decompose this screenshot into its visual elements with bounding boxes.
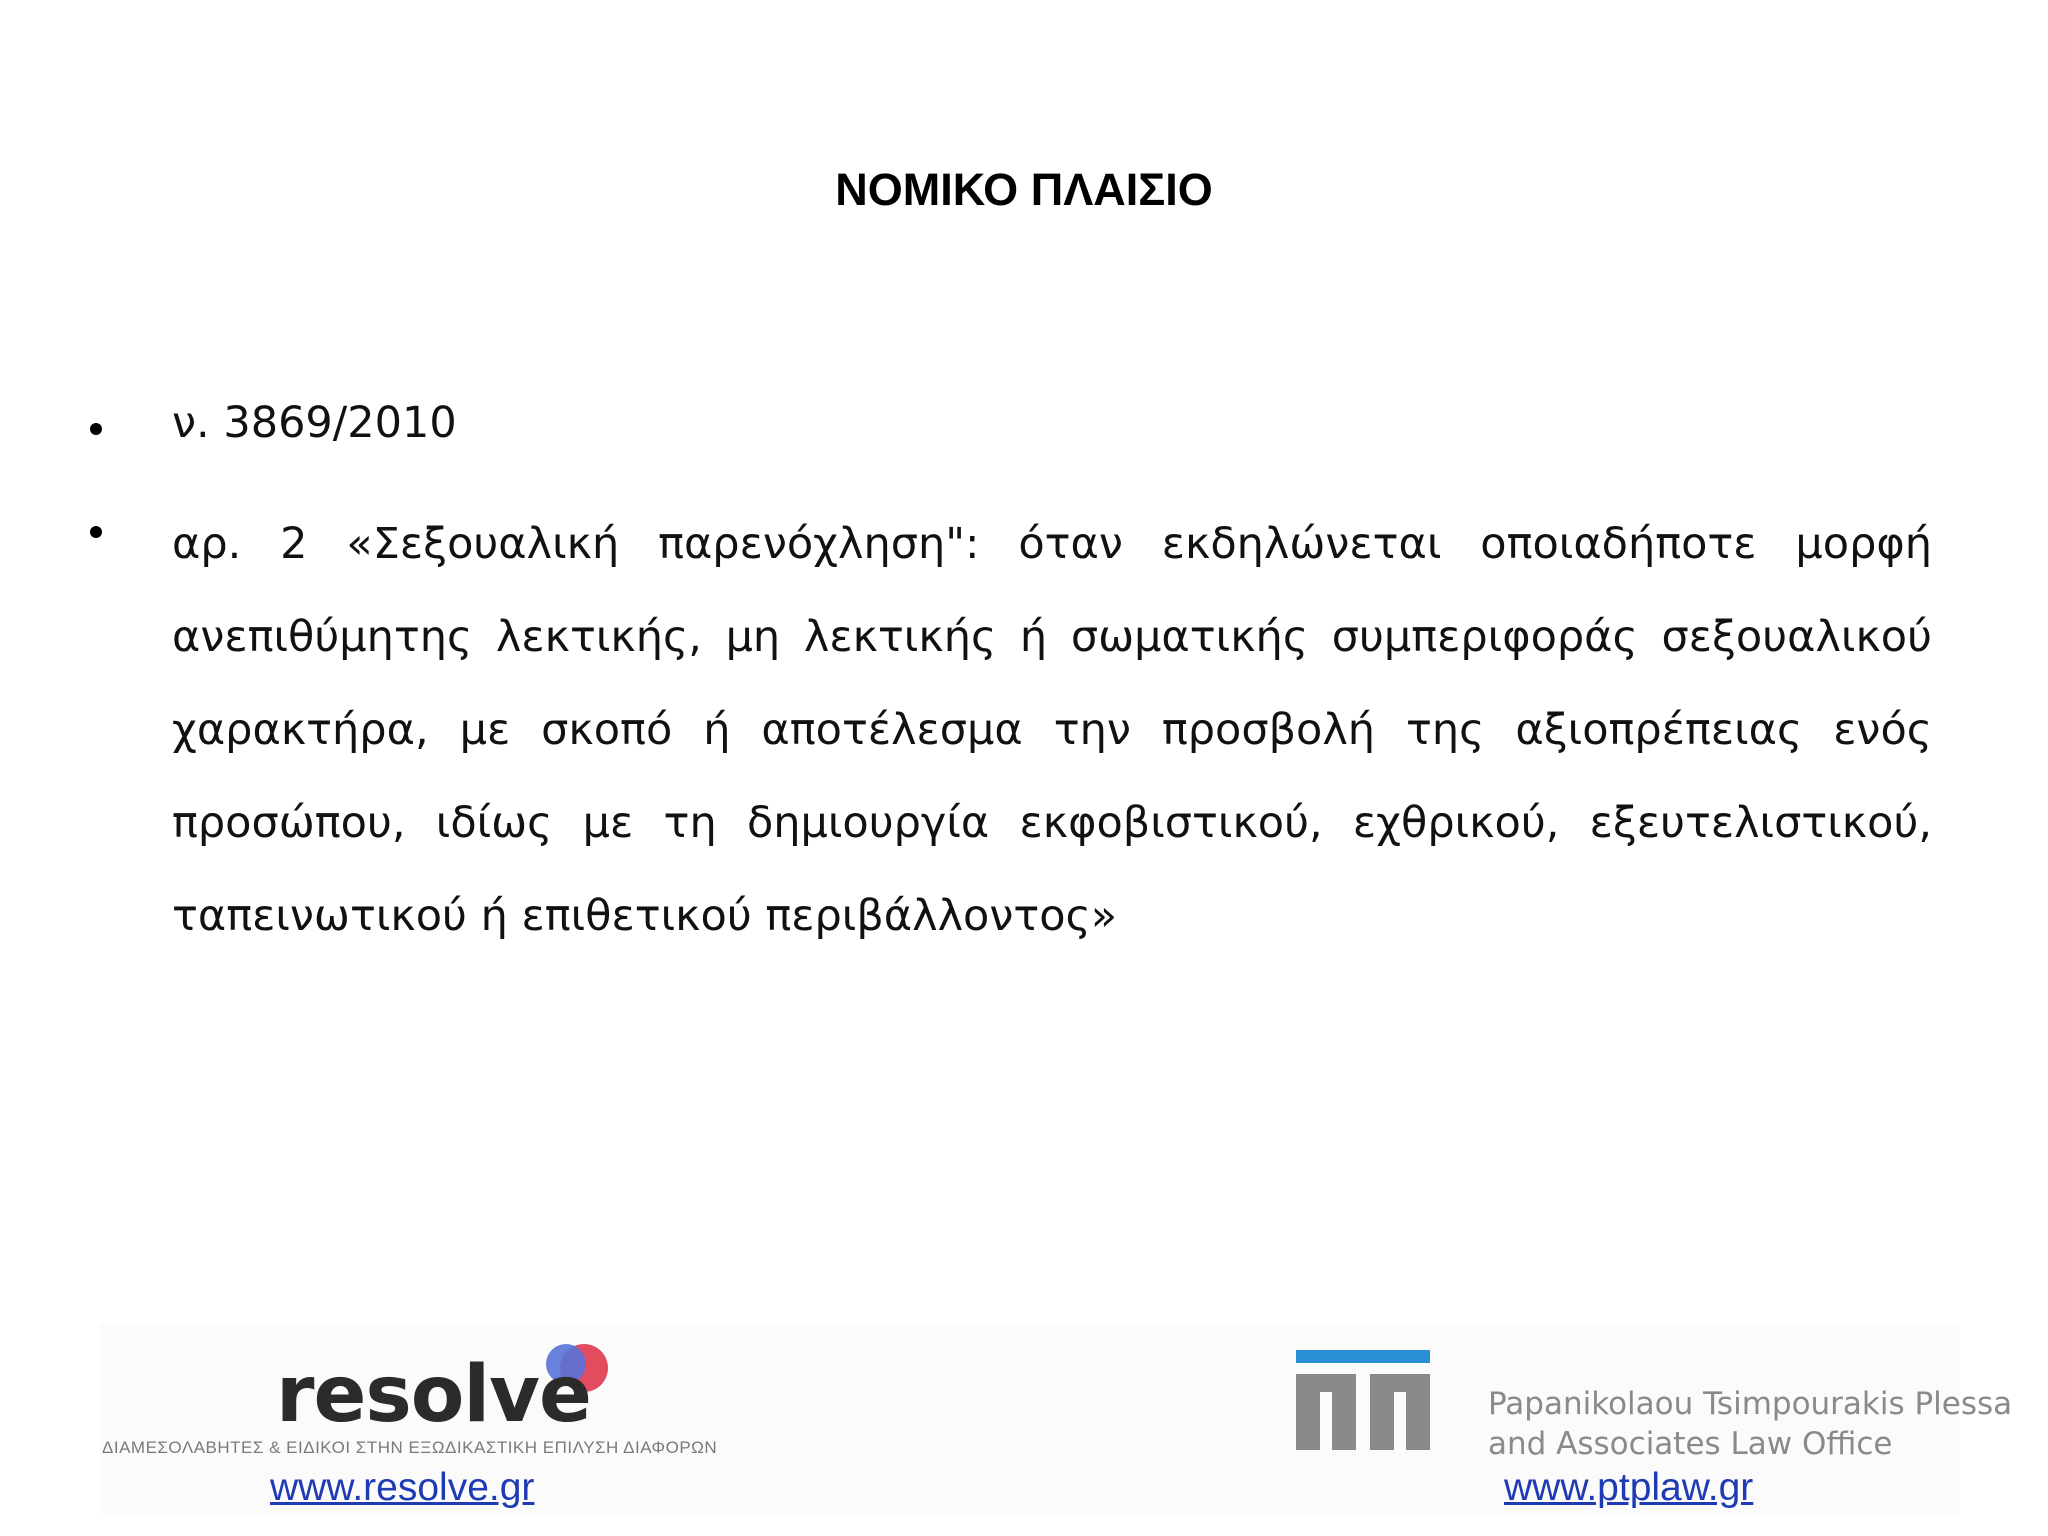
slide-title: ΝΟΜΙΚΟ ΠΛΑΙΣΙΟ — [835, 164, 1213, 215]
ptp-link[interactable]: www.ptplaw.gr — [1504, 1466, 1754, 1509]
bullet-marker — [90, 423, 102, 435]
bullet-law-reference: ν. 3869/2010 — [172, 398, 457, 448]
ptp-logo-p1-left — [1296, 1374, 1320, 1450]
resolve-link[interactable]: www.resolve.gr — [270, 1466, 535, 1509]
ptp-firm-name-line2: and Associates Law Office — [1488, 1426, 1893, 1462]
bullet-marker — [90, 526, 102, 538]
resolve-tagline: ΔΙΑΜΕΣΟΛΑΒΗΤΕΣ & ΕΙΔΙΚΟΙ ΣΤΗΝ ΕΞΩΔΙΚΑΣΤΙΚΗ ΕΠΙΛΥΣΗ ΔΙΑΦΟΡΩΝ — [102, 1438, 718, 1457]
ptp-logo-bar — [1296, 1350, 1430, 1363]
ptp-firm-name-line1: Papanikolaou Tsimpourakis Plessa — [1488, 1386, 2013, 1422]
ptp-logo-p2-left — [1370, 1374, 1394, 1450]
ptp-logo-p1-right — [1332, 1374, 1356, 1450]
bullet-article-definition: αρ. 2 «Σεξουαλική παρενόχληση": όταν εκδηλώνεται οποιαδήποτε μορφή ανεπιθύμητης λεκτικής, μη λεκτικής ή σωματικής συμπεριφοράς σεξουαλικού χαρακτήρα, με σκοπό ή αποτέλεσμα την προσβολή της αξιοπρέπειας ενός προσώπου, ιδίως με τη δημιουργία εκφοβιστικού, εχθρικού, εξευτελιστικού, ταπεινωτικού ή επιθετικού περιβάλλοντος» — [172, 519, 1932, 941]
resolve-logo: resolve — [276, 1350, 591, 1440]
ptp-logo-p2-right — [1406, 1374, 1430, 1450]
